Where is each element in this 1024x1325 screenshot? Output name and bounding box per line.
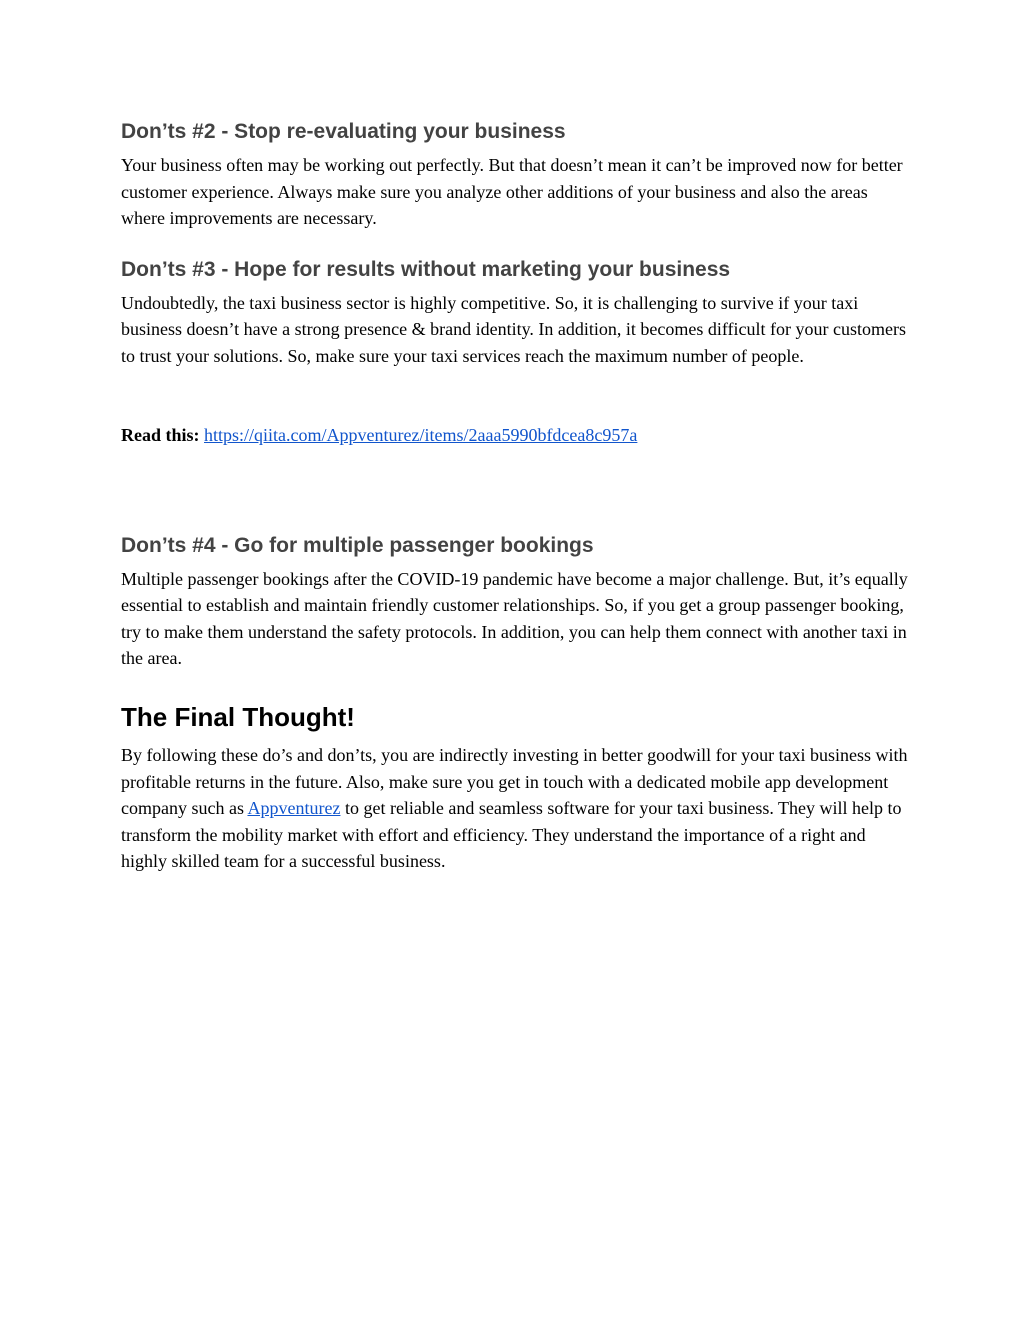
read-this-link[interactable]: https://qiita.com/Appventurez/items/2aaa5990bfdcea8c957a bbox=[204, 424, 638, 445]
section-body: Undoubtedly, the taxi business sector is highly competitive. So, it is challenging to survive if your taxi business doesn’t have a strong presence & brand identity. In addition, it becomes difficult for your customers to trust your solutions. So, make sure your taxi services reach the maximum number of people. bbox=[121, 292, 906, 366]
final-body-text-2: to get reliable and seamless software for your taxi business. They will help to transform the mobility market with effort and efficiency. They understand the importance of a right and highly skilled team for a successful business. bbox=[121, 798, 902, 872]
section-donts-3 bbox=[121, 256, 911, 370]
appventurez-link[interactable]: Appventurez bbox=[247, 798, 341, 819]
read-this-label: Read this: bbox=[121, 424, 200, 445]
read-this-line bbox=[121, 422, 911, 448]
section-heading: Don’ts #3 - Hope for results without marketing your business bbox=[121, 257, 731, 281]
final-heading: The Final Thought! bbox=[121, 701, 355, 732]
section-donts-4 bbox=[121, 532, 911, 672]
section-body: Multiple passenger bookings after the COVID-19 pandemic have become a major challenge. But, it’s equally essential to establish and maintain friendly customer relationships. So, if you get a group passenger booking, try to make them understand the safety protocols. In addition, you can help them connect with another taxi in the area. bbox=[121, 568, 908, 669]
final-body bbox=[121, 742, 911, 875]
section-body: Your business often may be working out perfectly. But that doesn’t mean it can’t be improved now for better customer experience. Always make sure you analyze other additions of your business and also the areas where improvements are necessary. bbox=[121, 155, 903, 229]
final-body-text-1: By following these do’s and don’ts, you are indirectly investing in better goodwill for your taxi business with profitable returns in the future. Also, make sure you get in touch with a dedicated mobile app development company such as bbox=[121, 744, 908, 819]
section-heading: Don’ts #2 - Stop re-evaluating your business bbox=[121, 120, 566, 143]
section-heading: Don’ts #4 - Go for multiple passenger bookings bbox=[121, 533, 594, 557]
document-page bbox=[121, 118, 911, 875]
section-final-thought bbox=[121, 700, 911, 875]
section-donts-2 bbox=[121, 118, 911, 232]
